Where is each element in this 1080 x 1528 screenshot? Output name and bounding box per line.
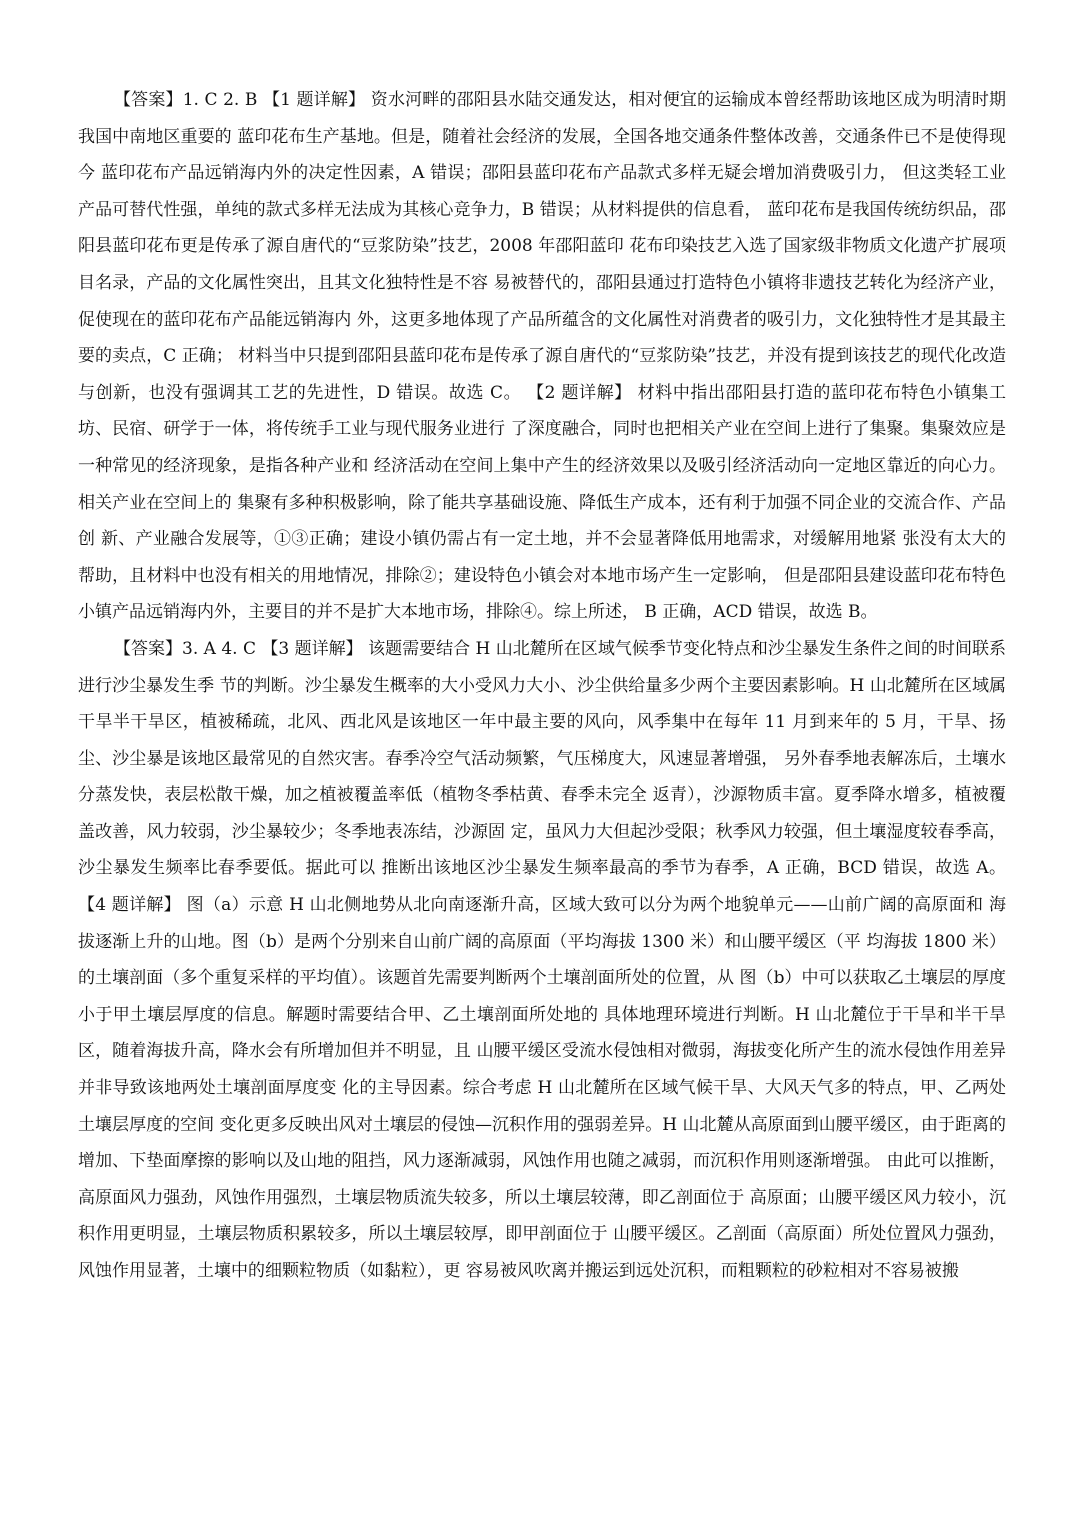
answer-paragraph-2 (78, 631, 1006, 1290)
answer-paragraph-1 (78, 82, 1006, 631)
explanation-text-2: 【3 题详解】 该题需要结合 H 山北麓所在区域气候季节变化特点和沙尘暴发生条件之间的时间联系进行沙尘暴发生季 节的判断。沙尘暴发生概率的大小受风力大小、沙尘供给量多少两个主要因素影响。H 山北麓所在区域属 干旱半干旱区，植被稀疏，北风、西北风是该地区一年中最主要的风向，风季集中在每年 11 月到来年的 5 月，干旱、扬尘、沙尘暴是该地区最常见的自然灾害。春季冷空气活动频繁，气压梯度大，风速显著增强， 另外春季地表解冻后，土壤水分蒸发快，表层松散干燥，加之植被覆盖率低（植物冬季枯黄、春季未完全 返青），沙源物质丰富。夏季降水增多，植被覆盖改善，风力较弱，沙尘暴较少；冬季地表冻结，沙源固 定，虽风力大但起沙受限；秋季风力较强，但土壤湿度较春季高，沙尘暴发生频率比春季要低。据此可以 推断出该地区沙尘暴发生频率最高的季节为春季，A 正确，BCD 错误，故选 A。 【4 题详解】 图（a）示意 H 山北侧地势从北向南逐渐升高，区域大致可以分为两个地貌单元——山前广阔的高原面和 海拔逐渐上升的山地。图（b）是两个分别来自山前广阔的高原面（平均海拔 1300 米）和山腰平缓区（平 均海拔 1800 米）的土壤剖面（多个重复采样的平均值）。该题首先需要判断两个土壤剖面所处的位置，从 图（b）中可以获取乙土壤层的厚度小于甲土壤层厚度的信息。解题时需要结合甲、乙土壤剖面所处地的 具体地理环境进行判断。H 山北麓位于干旱和半干旱区，随着海拔升高，降水会有所增加但并不明显，且 山腰平缓区受流水侵蚀相对微弱，海拔变化所产生的流水侵蚀作用差异并非导致该地两处土壤剖面厚度变 化的主导因素。综合考虑 H 山北麓所在区域气候干旱、大风天气多的特点，甲、乙两处土壤层厚度的空间 变化更多反映出风对土壤层的侵蚀—沉积作用的强弱差异。H 山北麓从高原面到山腰平缓区，由于距离的 增加、下垫面摩擦的影响以及山地的阻挡，风力逐渐减弱，风蚀作用也随之减弱，而沉积作用则逐渐增强。 由此可以推断，高原面风力强劲，风蚀作用强烈，土壤层物质流失较多，所以土壤层较薄，即乙剖面位于 高原面；山腰平缓区风力较小，沉积作用更明显，土壤层物质积累较多，所以土壤层较厚，即甲剖面位于 山腰平缓区。乙剖面（高原面）所处位置风力强劲，风蚀作用显著，土壤中的细颗粒物质（如黏粒），更 容易被风吹离并搬运到远处沉积，而粗颗粒的砂粒相对不容易被搬 (78, 638, 1006, 1281)
answer-label-1: 【答案】1. C 2. B (114, 90, 263, 110)
explanation-text-1: 【1 题详解】 资水河畔的邵阳县水陆交通发达，相对便宜的运输成本曾经帮助该地区成为明清时期我国中南地区重要的 蓝印花布生产基地。但是，随着社会经济的发展，全国各地交通条件整体改善，交通条件已不是使得现今 蓝印花布产品远销海内外的决定性因素，A 错误；邵阳县蓝印花布产品款式多样无疑会增加消费吸引力， 但这类轻工业产品可替代性强，单纯的款式多样无法成为其核心竞争力，B 错误；从材料提供的信息看， 蓝印花布是我国传统纺织品，邵阳县蓝印花布更是传承了源自唐代的“豆浆防染”技艺，2008 年邵阳蓝印 花布印染技艺入选了国家级非物质文化遗产扩展项目名录，产品的文化属性突出，且其文化独特性是不容 易被替代的，邵阳县通过打造特色小镇将非遗技艺转化为经济产业，促使现在的蓝印花布产品能远销海内 外，这更多地体现了产品所蕴含的文化属性对消费者的吸引力，文化独特性才是其最主要的卖点，C 正确； 材料当中只提到邵阳县蓝印花布是传承了源自唐代的“豆浆防染”技艺，并没有提到该技艺的现代化改造与创新，也没有强调其工艺的先进性，D 错误。故选 C。 【2 题详解】 材料中指出邵阳县打造的蓝印花布特色小镇集工坊、民宿、研学于一体，将传统手工业与现代服务业进行 了深度融合，同时也把相关产业在空间上进行了集聚。集聚效应是一种常见的经济现象，是指各种产业和 经济活动在空间上集中产生的经济效果以及吸引经济活动向一定地区靠近的向心力。相关产业在空间上的 集聚有多种积极影响，除了能共享基础设施、降低生产成本，还有利于加强不同企业的交流合作、产品创 新、产业融合发展等，①③正确；建设小镇仍需占有一定土地，并不会显著降低用地需求，对缓解用地紧 张没有太大的帮助，且材料中也没有相关的用地情况，排除②；建设特色小镇会对本地市场产生一定影响， 但是邵阳县建设蓝印花布特色小镇产品远销海内外，主要目的并不是扩大本地市场，排除④。综上所述， B 正确，ACD 错误，故选 B。 (78, 90, 1006, 623)
document-page (78, 82, 1006, 1290)
answer-label-2: 【答案】3. A 4. C (114, 638, 262, 659)
